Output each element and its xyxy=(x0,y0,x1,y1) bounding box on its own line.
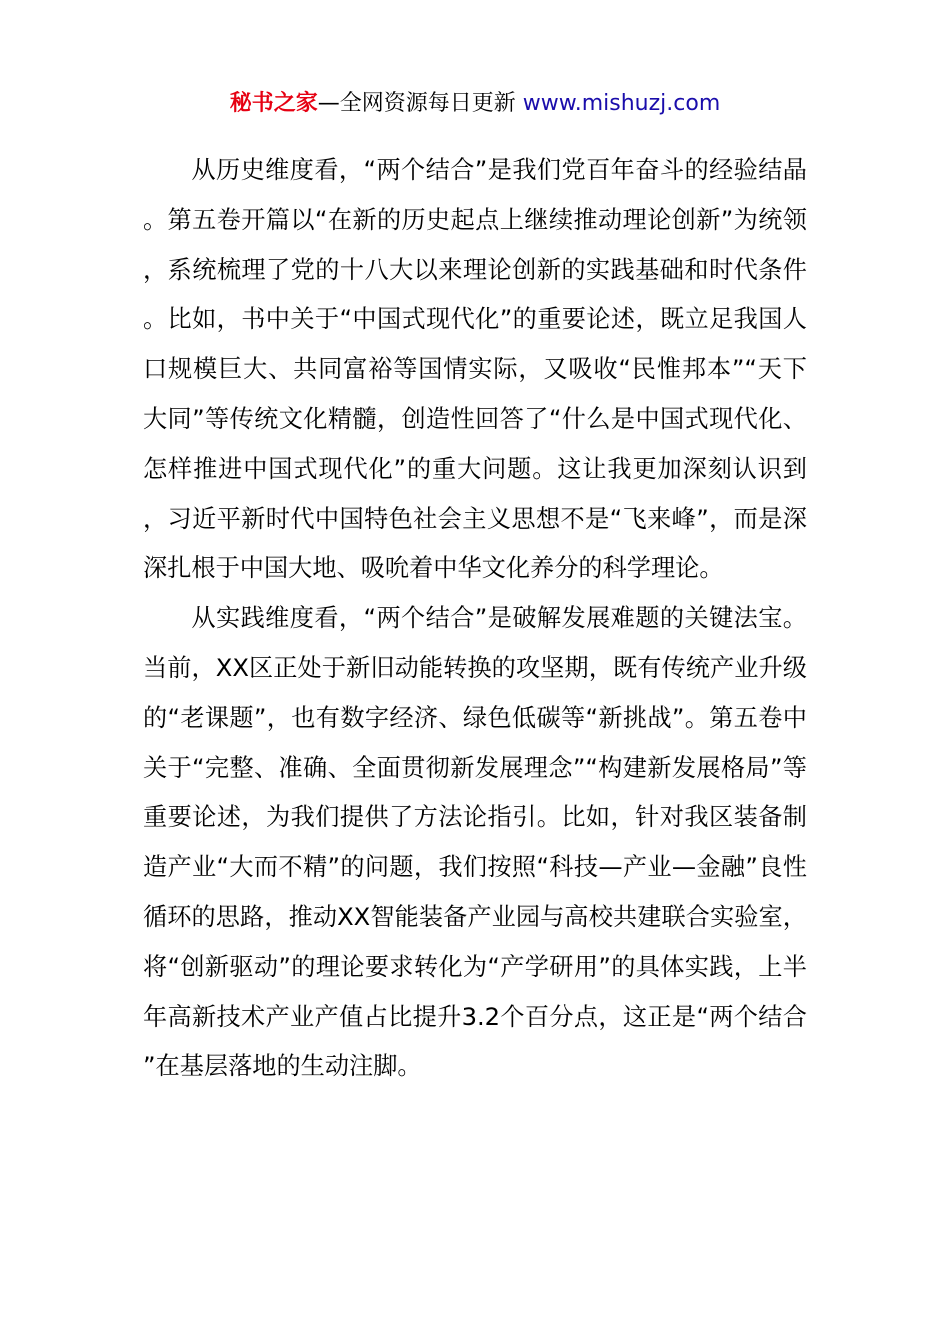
watermark-header xyxy=(0,86,950,122)
document-body xyxy=(143,146,807,1092)
paragraph-history: 从历史维度看，“两个结合”是我们党百年奋斗的经验结晶。第五卷开篇以“在新的历史起点上继续推动理论创新”为统领，系统梳理了党的十八大以来理论创新的实践基础和时代条件。比如，书中关于“中国式现代化”的重要论述，既立足我国人口规模巨大、共同富裕等国情实际，又吸收“民惟邦本”“天下大同”等传统文化精髓，创造性回答了“什么是中国式现代化、怎样推进中国式现代化”的重大问题。这让我更加深刻认识到，习近平新时代中国特色社会主义思想不是“飞来峰”，而是深深扎根于中国大地、吸吮着中华文化养分的科学理论。 xyxy=(143,156,807,583)
site-url-link[interactable]: www.mishuzj.com xyxy=(522,91,721,116)
header-tagline: —全网资源每日更新 xyxy=(317,91,516,116)
paragraph-practice: 从实践维度看，“两个结合”是破解发展难题的关键法宝。当前，XX区正处于新旧动能转换的攻坚期，既有传统产业升级的“老课题”，也有数字经济、绿色低碳等“新挑战”。第五卷中关于“完整、准确、全面贯彻新发展理念”“构建新发展格局”等重要论述，为我们提供了方法论指引。比如，针对我区装备制造产业“大而不精”的问题，我们按照“科技—产业—金融”良性循环的思路，推动XX智能装备产业园与高校共建联合实验室，将“创新驱动”的理论要求转化为“产学研用”的具体实践，上半年高新技术产业产值占比提升3.2个百分点，这正是“两个结合”在基层落地的生动注脚。 xyxy=(143,604,807,1081)
brand-name: 秘书之家 xyxy=(229,91,318,116)
